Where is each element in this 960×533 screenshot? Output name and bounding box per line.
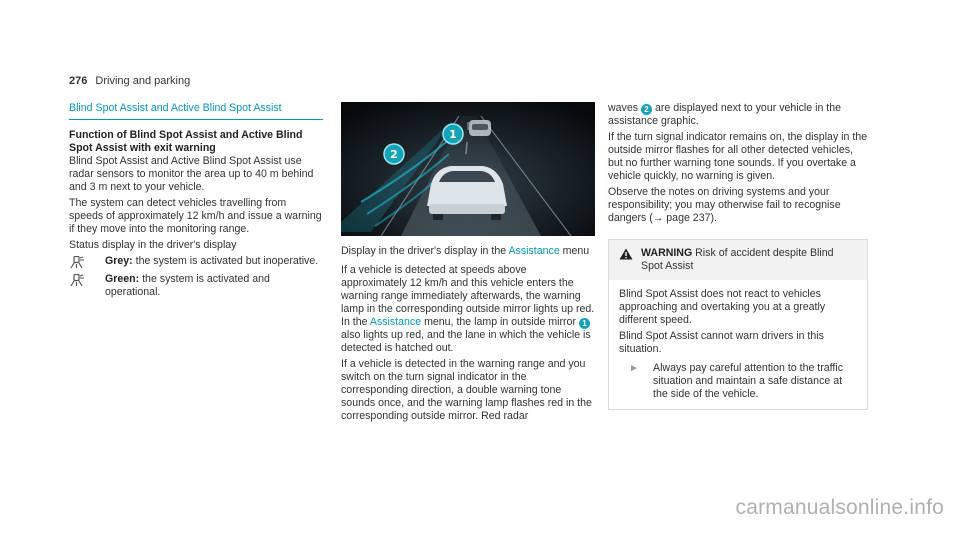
warning-paragraph-1: Blind Spot Assist does not react to vehicles approaching and overtaking you at a greatly different speed. (619, 288, 826, 326)
indicator-paragraph: If the turn signal indicator remains on, the display in the outside mirror flashes for all other detected vehicles, but no further warning tone sounds. If you overtake a vehicle quickly, no warning is given. (608, 131, 868, 182)
warning-paragraph-2: Blind Spot Assist cannot warn drivers in this situation. (619, 330, 824, 355)
warning-icon (619, 247, 641, 273)
warning-header (609, 240, 867, 280)
warning-title: Risk of accident despite Blind Spot Assist (641, 247, 834, 272)
assistance-link[interactable]: Assistance (369, 316, 422, 328)
radar-waves-paragraph: waves 2 are displayed next to your vehicle in the assistance graphic. (608, 102, 842, 127)
warning-box (608, 239, 868, 410)
watermark: carmanualsonline.info (735, 496, 944, 519)
column-1 (69, 102, 323, 303)
page-header (69, 75, 190, 88)
section-title: Blind Spot Assist and Active Blind Spot Assist (69, 102, 323, 120)
status-green-label: Green: (105, 273, 140, 285)
intro-paragraph: Blind Spot Assist and Active Blind Spot Assist use radar sensors to monitor the area up to 40 m behind and 3 m next to your vehicle. (69, 155, 314, 193)
column-3 (608, 102, 868, 410)
bullet-arrow-icon: ► (629, 363, 639, 374)
status-grey-label: Grey: (105, 255, 133, 267)
assistance-link[interactable]: Assistance (508, 245, 560, 257)
function-subheading: Function of Blind Spot Assist and Active Blind Spot Assist with exit warning (69, 129, 303, 154)
driver-display-illustration (341, 102, 595, 236)
status-green-text: the system is activated and operational. (105, 273, 270, 298)
observe-paragraph: Observe the notes on driving systems and your responsibility; you may otherwise fail to recognise dangers (→ page 237). (608, 186, 841, 224)
detect-paragraph: The system can detect vehicles travelling from speeds of approximately 12 km/h and issue a warning if they move into the monitoring range. (69, 197, 322, 235)
status-green (69, 273, 323, 299)
warning-bullet (619, 362, 857, 401)
turn-signal-paragraph: If a vehicle is detected in the warning range and you switch on the turn signal indicator in the corresponding direction, a double warning tone sounds once, and the warning lamp flashes red in the corresponding outside mirror. Red radar (341, 358, 592, 422)
detection-paragraph: If a vehicle is detected at speeds above approximately 12 km/h and this vehicle enters the warning range immediately afterwards, the warning lamp in the corresponding outside mirror lights up red. In the Assistance menu, the lamp in outside mirror 1 also lights up red, and the lane in which the vehicle is detected is hatched out. (341, 264, 595, 354)
warning-bullet-text: Always pay careful attention to the traffic situation and maintain a safe distance at the side of the vehicle. (653, 362, 844, 400)
column-2 (341, 245, 595, 426)
status-grey (69, 255, 323, 269)
callout-badge-2: 2 (641, 104, 652, 115)
figure-caption: Display in the driver's display in the Assistance menu (341, 245, 590, 257)
status-heading: Status display in the driver's display (69, 239, 237, 251)
warning-label: WARNING (641, 247, 693, 259)
figure-badge-1: 1 (449, 128, 457, 141)
driver-display-figure (341, 102, 595, 236)
status-grey-text: the system is activated but inoperative. (135, 255, 319, 267)
section-name: Driving and parking (95, 75, 191, 87)
figure-badge-2: 2 (390, 148, 398, 161)
page-number: 276 (69, 75, 88, 87)
blind-spot-icon (69, 255, 105, 269)
blind-spot-icon (69, 273, 105, 299)
callout-badge-1: 1 (579, 318, 590, 329)
warning-body (609, 280, 867, 409)
